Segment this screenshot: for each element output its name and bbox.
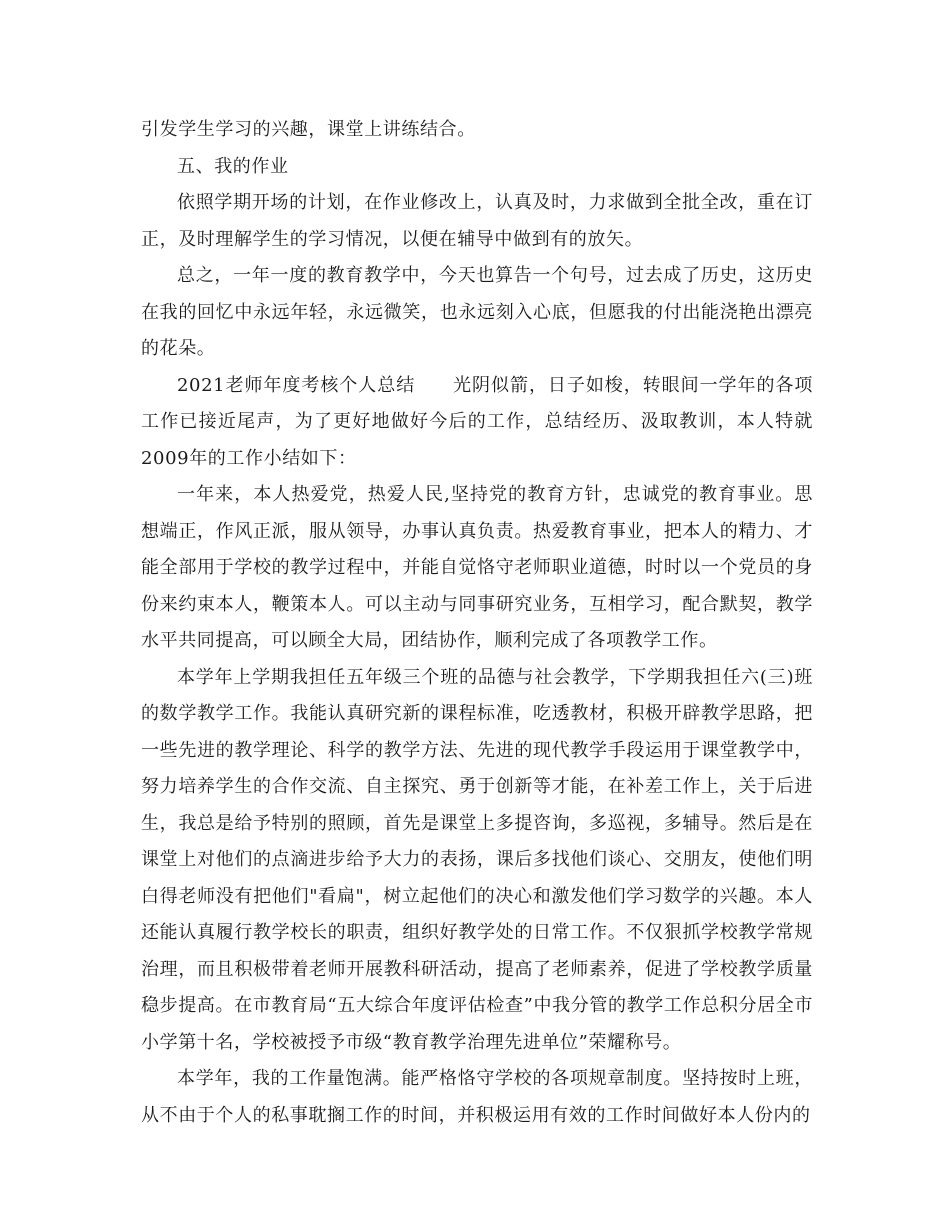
- paragraph-workload: 本学年，我的工作量饱满。能严格恪守学校的各项规章制度。坚持按时上班，从不由于个人的私事耽搁工作的时间，并积极运用有效的工作时间做好本人份内的: [141, 1068, 813, 1126]
- paragraph-homework: 依照学期开场的计划，在作业修改上，认真及时，力求做到全批全改，重在订正，及时理解学生的学习情况，以便在辅导中做到有的放矢。: [141, 192, 813, 250]
- section-heading-homework: 五、我的作业: [177, 155, 289, 177]
- paragraph-politics: 一年来，本人热爱党，热爱人民,坚持党的教育方针，忠诚党的教育事业。思想端正，作风正派，服从领导，办事认真负责。热爱教育事业，把本人的精力、才能全部用于学校的教学过程中，并能自觉恪守老师职业道德，时时以一个党员的身份来约束本人，鞭策本人。可以主动与同事研究业务，互相学习，配合默契，教学水平共同提高，可以顾全大局，团结协作，顺利完成了各项教学工作。: [141, 484, 813, 651]
- paragraph-teaching: 本学年上学期我担任五年级三个班的品德与社会教学，下学期我担任六(三)班的数学教学工作。我能认真研究新的课程标准，吃透教材，积极开辟教学思路，把一些先进的教学理论、科学的教学方法、先进的现代教学手段运用于课堂教学中，努力培养学生的合作交流、自主探究、勇于创新等才能，在补差工作上，关于后进生，我总是给予特别的照顾，首先是课堂上多提咨询，多巡视，多辅导。然后是在课堂上对他们的点滴进步给予大力的表扬，课后多找他们谈心、交朋友，使他们明白得老师没有把他们"看扁"，树立起他们的决心和激发他们学习数学的兴趣。本人还能认真履行教学校长的职责，组织好教学处的日常工作。不仅狠抓学校教学常规治理，而且积极带着老师开展教科研活动，提高了老师素养，促进了学校教学质量稳步提高。在市教育局“五大综合年度评估检查”中我分管的教学工作总积分居全市小学第十名，学校被授予市级“教育教学治理先进单位”荣耀称号。: [141, 666, 813, 1053]
- paragraph-summary-title: 2021老师年度考核个人总结 光阴似箭，日子如梭，转眼间一学年的各项工作已接近尾声，为了更好地做好今后的工作，总结经历、汲取教训，本人特就2009年的工作小结如下：: [141, 374, 813, 469]
- document-body: [141, 112, 813, 1134]
- paragraph-conclusion: 总之，一年一度的教育教学中，今天也算告一个句号，过去成了历史，这历史在我的回忆中永远年轻，永远微笑，也永远刻入心底，但愿我的付出能浇艳出漂亮的花朵。: [141, 265, 813, 359]
- paragraph-1: 引发学生学习的兴趣，课堂上讲练结合。: [141, 119, 476, 140]
